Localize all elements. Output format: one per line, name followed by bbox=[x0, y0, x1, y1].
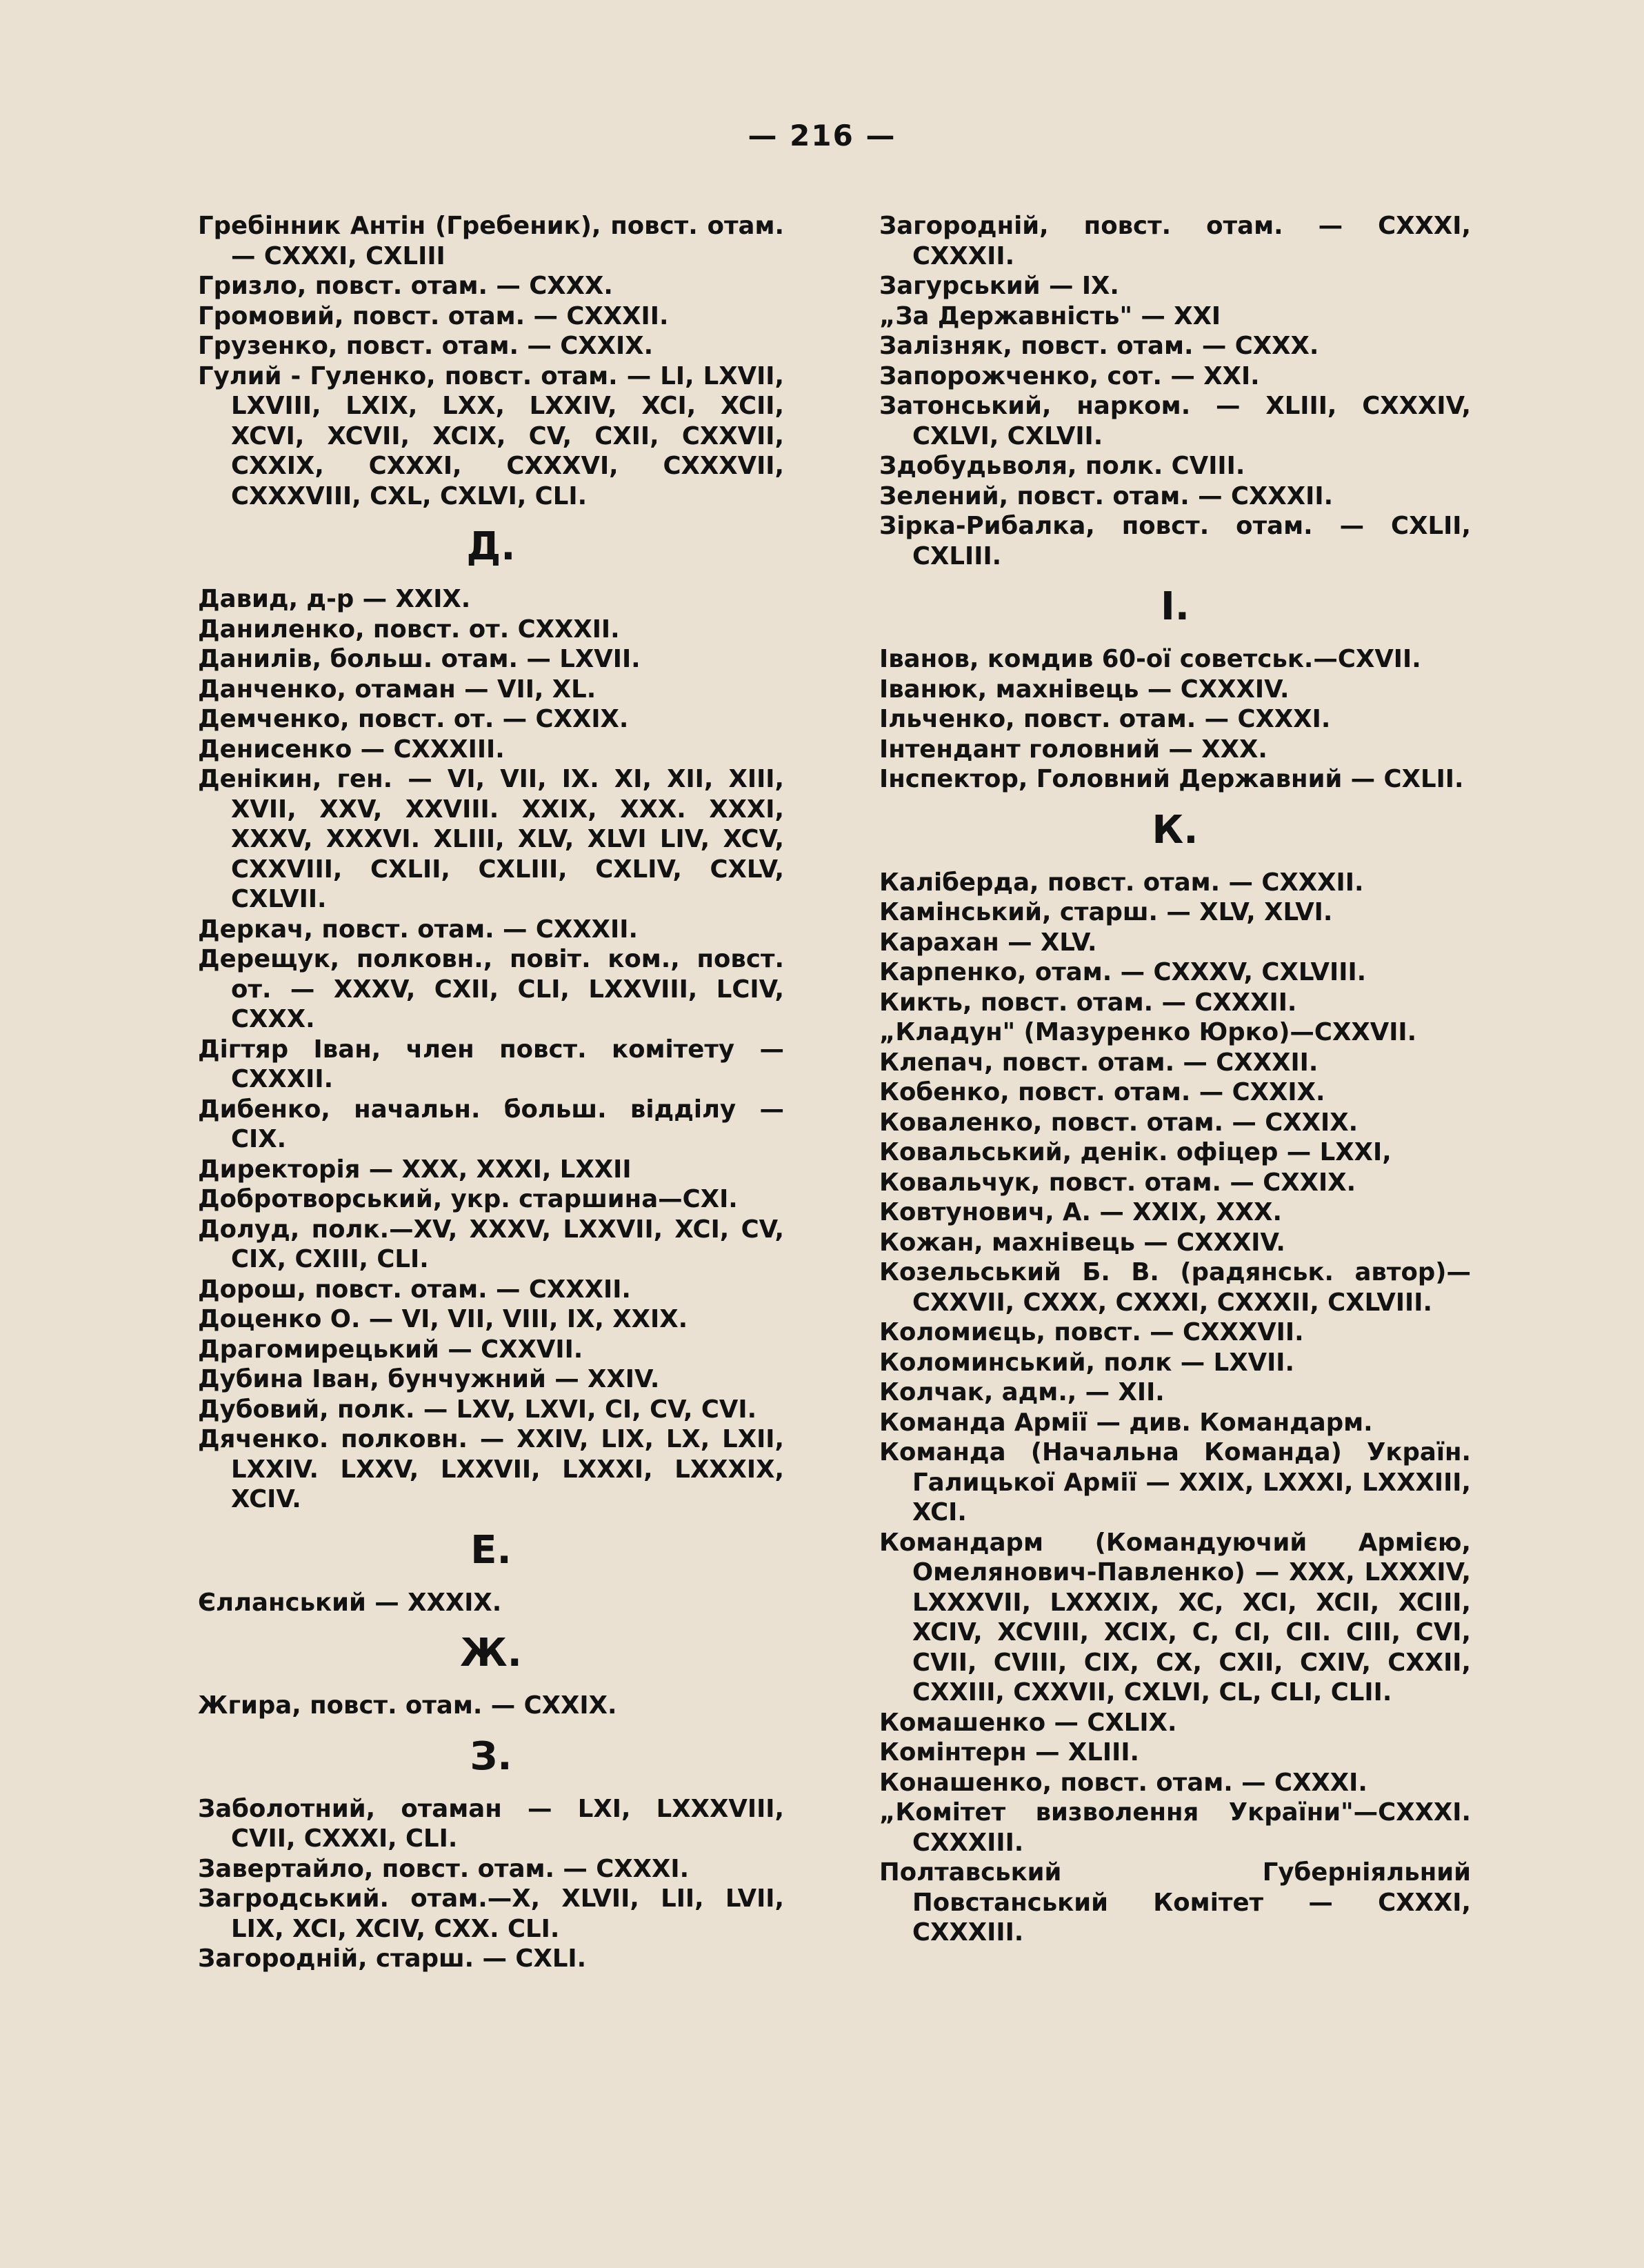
index-entry: Загородній, старш. — CXLI. bbox=[198, 1944, 587, 1973]
index-entry: Залізняк, повст. отам. — CXXX. bbox=[879, 332, 1319, 360]
index-entry: Полтавський Губерніяльний Повстанський Комітет — CXXXI, CXXXIII. bbox=[879, 1858, 1471, 1947]
index-entry: Доценко О. — VI, VII, VIII, IX, XXIX. bbox=[198, 1305, 688, 1333]
index-entry: Ковтунович, А. — XXIX, XXX. bbox=[879, 1198, 1282, 1226]
index-entry: Команда Армії — див. Командарм. bbox=[879, 1408, 1373, 1437]
index-entry: Завертайло, повст. отам. — CXXXI. bbox=[198, 1854, 690, 1883]
index-entry: Комінтерн — XLIII. bbox=[879, 1738, 1140, 1767]
index-entry: Колчак, адм., — XII. bbox=[879, 1378, 1165, 1406]
index-entry: Коломинський, полк — LXVII. bbox=[879, 1348, 1294, 1377]
index-entry: Грузенко, повст. отам. — CXXIX. bbox=[198, 332, 654, 360]
index-entry: Інтендант головний — XXX. bbox=[879, 735, 1267, 764]
index-entry: Карпенко, отам. — CXXXV, CXLVIII. bbox=[879, 958, 1367, 986]
index-column-right bbox=[879, 211, 1471, 1948]
index-entry: „За Державність" — XXI bbox=[879, 301, 1221, 330]
index-entry: Іванюк, махнівець — CXXXIV. bbox=[879, 675, 1290, 704]
section-letter: К. bbox=[1152, 807, 1199, 853]
section-letter: І. bbox=[1160, 584, 1190, 629]
index-entry: Комашенко — CXLIX. bbox=[879, 1708, 1177, 1737]
index-entry: Денисенко — CXXXIII. bbox=[198, 735, 505, 764]
index-entry: Команда (Начальна Команда) Україн. Галицької Армії — XXIX, LXXXI, LXXXIII, XCI. bbox=[879, 1438, 1471, 1526]
index-entry: Гризло, повст. отам. — CXXX. bbox=[198, 272, 613, 300]
index-entry: Дігтяр Іван, член повст. комітету — CXXXII. bbox=[198, 1035, 784, 1093]
index-entry: Коломиєць, повст. — CXXXVII. bbox=[879, 1318, 1304, 1346]
index-column-left bbox=[198, 211, 784, 1974]
index-entry: Запорожченко, сот. — XXI. bbox=[879, 361, 1260, 390]
index-entry: Заболотний, отаман — LXI, LXXXVIII, CVII, CXXXI, CLI. bbox=[198, 1794, 784, 1853]
index-entry: Давид, д-р — XXIX. bbox=[198, 585, 471, 613]
index-entry: Дяченко. полковн. — XXIV, LIX, LX, LXII, LXXIV. LXXV, LXXVII, LXXXI, LXXXIX, XCIV. bbox=[198, 1425, 784, 1513]
index-entry: Жгира, повст. отам. — CXXIX. bbox=[198, 1691, 617, 1720]
index-entry: Даниленко, повст. от. CXXXII. bbox=[198, 615, 620, 644]
index-entry: Деркач, повст. отам. — CXXXII. bbox=[198, 915, 638, 944]
index-entry: Камінський, старш. — XLV, XLVI. bbox=[879, 898, 1333, 926]
index-entry: Кикть, повст. отам. — CXXXII. bbox=[879, 988, 1297, 1017]
index-entry: Загурський — IX. bbox=[879, 272, 1119, 300]
index-entry: Карахан — XLV. bbox=[879, 928, 1097, 957]
index-entry: Демченко, повст. от. — CXXIX. bbox=[198, 705, 629, 733]
index-entry: Ковальський, денік. офіцер — LXXI, bbox=[879, 1138, 1392, 1166]
section-letter: Ж. bbox=[460, 1631, 522, 1675]
index-entry: Затонський, нарком. — XLIII, CXXXIV, CXLVI, CXLVII. bbox=[879, 392, 1471, 450]
index-entry: Гребінник Антін (Гребеник), повст. отам. — CXXXI, CXLIII bbox=[198, 212, 784, 270]
index-entry: Клепач, повст. отам. — CXXXII. bbox=[879, 1048, 1319, 1077]
index-entry: Ковальчук, повст. отам. — CXXIX. bbox=[879, 1168, 1356, 1197]
index-entry: Каліберда, повст. отам. — CXXXII. bbox=[879, 868, 1364, 897]
index-entry: „Кладун" (Мазуренко Юрко)—CXXVII. bbox=[879, 1018, 1417, 1046]
index-entry: Денікин, ген. — VI, VII, IX. XI, XII, XIII, XVII, XXV, XXVIII. XXIX, XXX. XXXI, XXXV, XXXVI. XLIII, XLV, XLVI LIV, XCV, CXXVIII, CXLII, CXLIII, CXLIV, CXLV, CXLVII. bbox=[198, 765, 784, 913]
page-number: — 216 — bbox=[748, 119, 896, 152]
index-entry: „Комітет визволення України"—CXXXI. CXXXIII. bbox=[879, 1798, 1471, 1857]
index-entry: Здобудьволя, полк. CVIII. bbox=[879, 452, 1245, 480]
index-entry: Дубина Іван, бунчужний — XXIV. bbox=[198, 1365, 660, 1393]
index-entry: Громовий, повст. отам. — CXXXII. bbox=[198, 301, 669, 330]
index-entry: Дорош, повст. отам. — CXXXII. bbox=[198, 1275, 631, 1304]
section-letter: Д. bbox=[466, 524, 516, 569]
index-entry: Дибенко, начальн. больш. відділу — CIX. bbox=[198, 1095, 784, 1153]
index-entry: Директорія — XXX, XXXI, LXXII bbox=[198, 1155, 632, 1184]
index-entry: Зелений, повст. отам. — CXXXII. bbox=[879, 481, 1334, 510]
section-letter: З. bbox=[470, 1733, 512, 1779]
index-entry: Кобенко, повст. отам. — CXXIX. bbox=[879, 1078, 1325, 1106]
index-entry: Коваленко, повст. отам. — CXXIX. bbox=[879, 1108, 1359, 1137]
index-entry: Дубовий, полк. — LXV, LXVI, CI, CV, CVI. bbox=[198, 1395, 757, 1424]
index-entry: Ільченко, повст. отам. — CXXXI. bbox=[879, 705, 1331, 733]
section-letter: Е. bbox=[470, 1527, 512, 1573]
index-entry: Зірка-Рибалка, повст. отам. — CXLII, CXLIII. bbox=[879, 512, 1471, 570]
index-entry: Данилів, больш. отам. — LXVII. bbox=[198, 645, 641, 673]
index-entry: Загродський. отам.—X, XLVII, LII, LVII, LIX, XCI, XCIV, CXX. CLI. bbox=[198, 1884, 784, 1943]
index-entry: Єлланський — XXXIX. bbox=[198, 1588, 502, 1617]
index-entry: Іванов, комдив 60-ої советськ.—CXVII. bbox=[879, 645, 1421, 673]
index-entry: Кожан, махнівець — CXXXIV. bbox=[879, 1228, 1285, 1257]
index-entry: Козельський Б. В. (радянськ. автор)— CXXVII, CXXX, CXXXI, CXXXII, CXLVIII. bbox=[879, 1258, 1471, 1317]
index-entry: Драгомирецький — CXXVII. bbox=[198, 1335, 583, 1364]
index-entry: Інспектор, Головний Державний — CXLII. bbox=[879, 765, 1464, 793]
index-entry: Гулий - Гуленко, повст. отам. — LI, LXVII, LXVIII, LXIX, LXX, LXXIV, XCI, XCII, XCVI, XCVII, XCIX, CV, CXII, CXXVII, CXXIX, CXXXI, CXXXVI, CXXXVII, CXXXVIII, CXL, CXLVI, CLI. bbox=[198, 361, 784, 510]
index-entry: Командарм (Командуючий Армією, Омелянович-Павленко) — XXX, LXXXIV, LXXXVII, LXXXIX, XC, XCI, XCII, XCIII, XCIV, XCVIII, XCIX, C, CI, CII. CIII, CVI, CVII, CVIII, CIX, CX, CXII, CXIV, CXXII, CXXIII, CXXVII, CXLVI, CL, CLI, CLII. bbox=[879, 1528, 1471, 1707]
index-entry: Долуд, полк.—XV, XXXV, LXXVII, XCI, CV, CIX, CXIII, CLI. bbox=[198, 1215, 784, 1273]
index-entry: Загородній, повст. отам. — CXXXI, CXXXII. bbox=[879, 212, 1471, 270]
index-entry: Конашенко, повст. отам. — CXXXI. bbox=[879, 1768, 1367, 1797]
index-entry: Дерещук, полковн., повіт. ком., повст. от. — XXXV, CXII, CLI, LXXVIII, LCIV, CXXX. bbox=[198, 945, 784, 1033]
index-entry: Добротворський, укр. старшина—CXI. bbox=[198, 1185, 738, 1213]
index-entry: Данченко, отаман — VII, XL. bbox=[198, 675, 597, 704]
